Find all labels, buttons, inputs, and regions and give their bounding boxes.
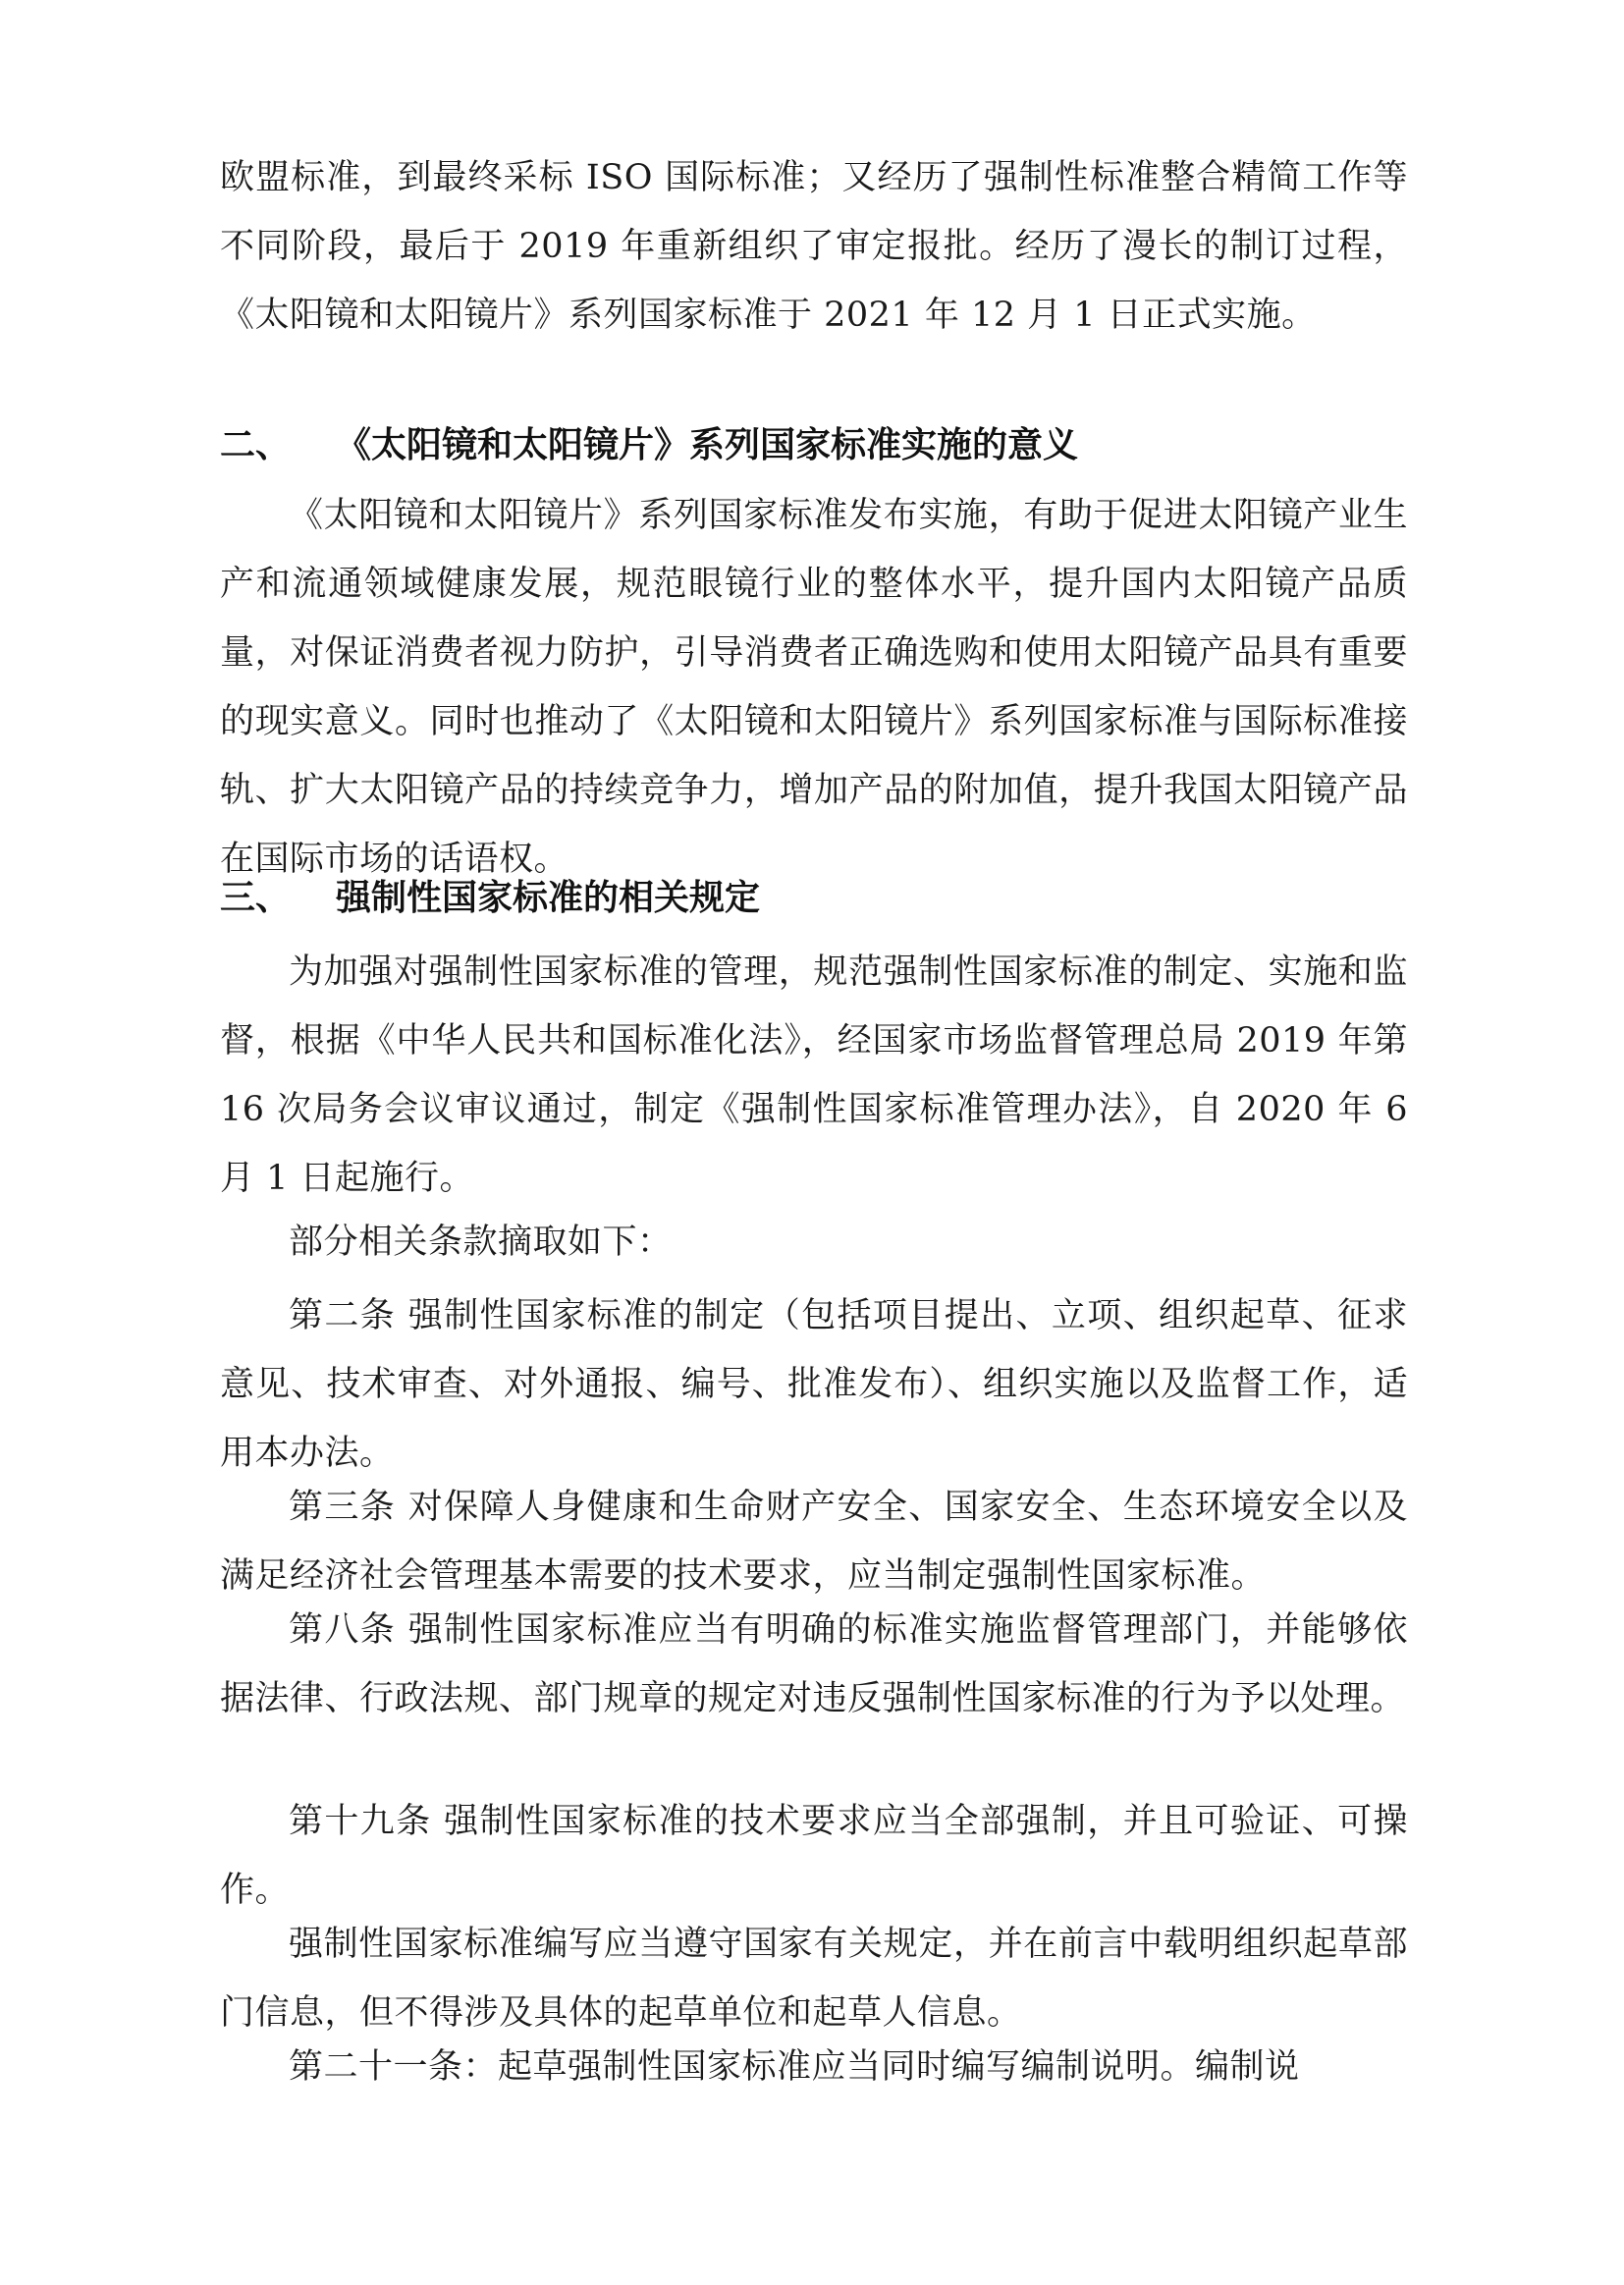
article-19-paragraph: 第十九条 强制性国家标准的技术要求应当全部强制，并且可验证、可操作。 — [220, 1802, 1408, 1910]
section-2-number: 二、 — [220, 425, 292, 465]
section-3-intro-paragraph: 为加强对强制性国家标准的管理，规范强制性国家标准的制定、实施和监督，根据《中华人民共和国标准化法》，经国家市场监督管理总局 2019 年第 16 次局务会议审议通过，制定《强制性国家标准管理办法》，自 2020 年 6 月 1 日起施行。 — [220, 952, 1408, 1198]
article-8-paragraph: 第八条 强制性国家标准应当有明确的标准实施监督管理部门，并能够依据法律、行政法规、部门规章的规定对违反强制性国家标准的行为予以处理。 — [220, 1610, 1408, 1718]
excerpt-intro-paragraph: 部分相关条款摘取如下： — [289, 1223, 673, 1262]
section-2-title: 《太阳镜和太阳镜片》系列国家标准实施的意义 — [336, 425, 1079, 465]
article-19-continued-paragraph: 强制性国家标准编写应当遵守国家有关规定，并在前言中载明组织起草部门信息，但不得涉及具体的起草单位和起草人信息。 — [220, 1925, 1408, 2033]
section-2-paragraph: 《太阳镜和太阳镜片》系列国家标准发布实施，有助于促进太阳镜产业生产和流通领域健康发展，规范眼镜行业的整体水平，提升国内太阳镜产品质量，对保证消费者视力防护，引导消费者正确选购和使用太阳镜产品具有重要的现实意义。同时也推动了《太阳镜和太阳镜片》系列国家标准与国际标准接轨、扩大太阳镜产品的持续竞争力，增加产品的附加值，提升我国太阳镜产品在国际市场的话语权。 — [220, 496, 1408, 879]
article-21-paragraph: 第二十一条：起草强制性国家标准应当同时编写编制说明。编制说 — [289, 2047, 1300, 2087]
article-2-paragraph: 第二条 强制性国家标准的制定（包括项目提出、立项、组织起草、征求意见、技术审查、对外通报、编号、批准发布）、组织实施以及监督工作，适用本办法。 — [220, 1296, 1408, 1473]
intro-continued-paragraph: 欧盟标准，到最终采标 ISO 国际标准；又经历了强制性标准整合精简工作等不同阶段，最后于 2019 年重新组织了审定报批。经历了漫长的制订过程，《太阳镜和太阳镜片》系列国家标准于 2021 年 12 月 1 日正式实施。 — [220, 158, 1408, 335]
section-3-heading — [220, 869, 1408, 928]
section-3-title: 强制性国家标准的相关规定 — [336, 878, 761, 918]
section-2-heading — [220, 416, 1408, 475]
article-3-paragraph: 第三条 对保障人身健康和生命财产安全、国家安全、生态环境安全以及满足经济社会管理基本需要的技术要求，应当制定强制性国家标准。 — [220, 1488, 1408, 1596]
section-3-number: 三、 — [220, 878, 292, 918]
